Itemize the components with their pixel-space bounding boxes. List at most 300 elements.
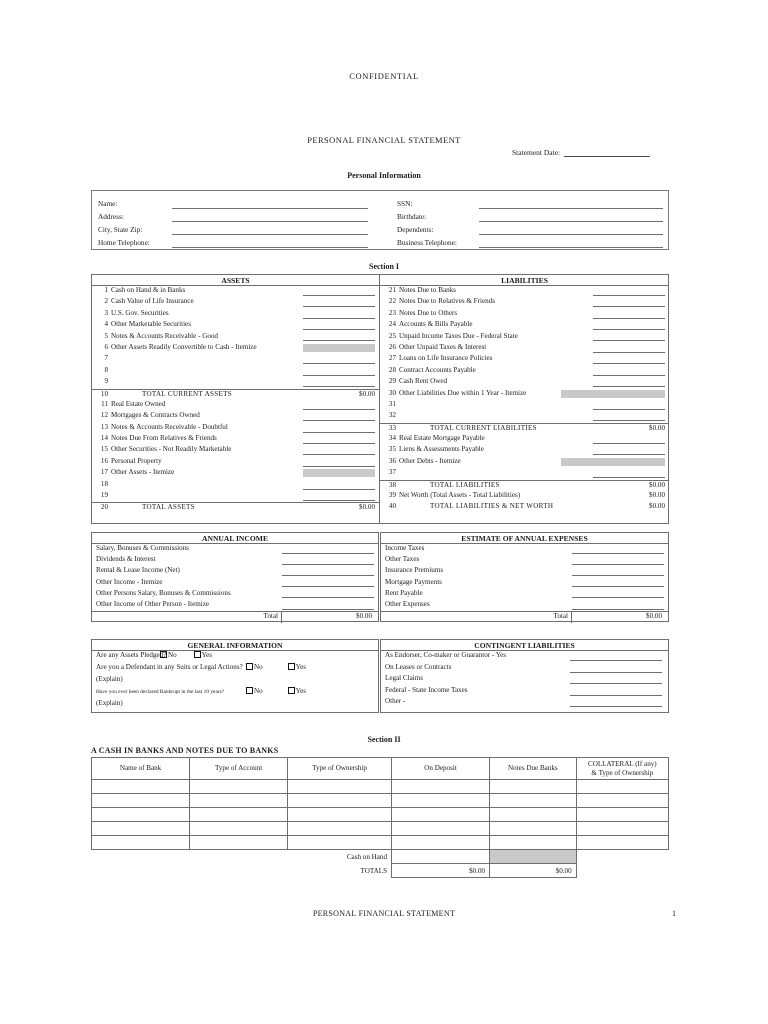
row-number: 36 [388, 456, 396, 465]
general-info-question-1 [92, 651, 378, 663]
general-info-question-2 [92, 663, 378, 675]
row-number: 31 [388, 399, 396, 408]
row-amount-input[interactable] [303, 489, 375, 490]
bank-table-row [92, 780, 669, 794]
amount-row-input[interactable] [282, 609, 374, 610]
financial-row [92, 297, 379, 308]
bank-table-cell[interactable] [576, 822, 668, 836]
amount-row-input[interactable] [572, 564, 664, 565]
general-info-question-3-explain [92, 699, 378, 711]
row-label: TOTAL LIABILITIES & NET WORTH [430, 502, 554, 511]
financial-row [92, 411, 379, 422]
personal-info-input[interactable] [172, 212, 368, 222]
personal-info-label: Name: [98, 199, 118, 208]
bank-table-cell[interactable] [392, 836, 490, 850]
personal-info-row [397, 209, 663, 222]
yes-no-checkbox-group [160, 651, 221, 659]
bank-table-cell[interactable] [576, 808, 668, 822]
row-number: 13 [100, 422, 108, 431]
bank-table-cell[interactable] [288, 836, 392, 850]
bank-table-cell[interactable] [92, 780, 190, 794]
personal-info-label: Dependents: [397, 225, 434, 234]
financial-row [380, 366, 669, 377]
bank-table-cell[interactable] [288, 822, 392, 836]
personal-info-input[interactable] [172, 238, 368, 248]
financial-row [92, 434, 379, 445]
contingent-liability-input[interactable] [570, 706, 662, 707]
bank-table-cell[interactable] [92, 822, 190, 836]
row-label: Personal Property [111, 456, 162, 465]
checkbox-yes-icon[interactable] [288, 663, 295, 670]
checkbox-option-label: Yes [295, 687, 306, 695]
checkbox-option-yes[interactable] [194, 651, 212, 659]
bank-table-row [92, 822, 669, 836]
collateral-header-line-2: & Type of Ownership [591, 768, 654, 777]
row-label: Accounts & Bills Payable [399, 320, 473, 329]
checkbox-option-label: Yes [295, 663, 306, 671]
row-amount-input[interactable] [303, 500, 375, 501]
contingent-liability-label: Federal - State Income Taxes [385, 685, 468, 694]
financial-row [92, 457, 379, 468]
row-number: 28 [388, 365, 396, 374]
row-label: Notes Due From Relatives & Friends [111, 434, 217, 443]
personal-info-input[interactable] [479, 199, 663, 209]
bank-table-column-header: Notes Due Banks [490, 758, 577, 780]
row-label: U.S. Gov. Securities [111, 308, 169, 317]
general-information-rows [92, 651, 378, 711]
checkbox-option-no[interactable] [160, 651, 177, 659]
financial-row [380, 423, 669, 434]
personal-info-row [98, 209, 368, 222]
row-amount-input[interactable] [303, 443, 375, 444]
row-amount-input[interactable] [593, 420, 665, 421]
amount-row-label: Other Income of Other Person - Itemize [96, 599, 210, 608]
row-amount-input[interactable] [593, 443, 665, 444]
row-number: 27 [388, 354, 396, 363]
row-number: 25 [388, 331, 396, 340]
personal-info-row [98, 222, 368, 235]
row-label: Cash Rent Owed [399, 377, 448, 386]
bank-table-cell[interactable] [92, 836, 190, 850]
yes-no-checkbox-group [246, 687, 315, 695]
contingent-liability-row [381, 674, 668, 686]
bank-table-cell[interactable] [190, 822, 288, 836]
bank-table-column-header: On Deposit [392, 758, 490, 780]
amount-row-label: Dividends & Interest [96, 555, 156, 564]
row-number: 15 [100, 445, 108, 454]
contingent-liability-input[interactable] [570, 683, 662, 684]
general-info-question-2-label: Are you a Defendant in any Suits or Legal Actions? [96, 663, 243, 671]
amount-row-label: Rent Payable [385, 588, 423, 597]
financial-row [380, 457, 669, 468]
row-amount-value: $0.00 [649, 491, 665, 500]
bank-table-cell[interactable] [92, 808, 190, 822]
amount-row [381, 578, 668, 589]
amount-row [92, 566, 378, 577]
checkbox-option-label: No [254, 663, 263, 671]
financial-row [380, 286, 669, 297]
row-label: TOTAL LIABILITIES [430, 480, 500, 489]
row-label: Contract Accounts Payable [399, 365, 476, 374]
row-number: 3 [104, 308, 108, 317]
annual-expenses-box [380, 532, 669, 622]
personal-info-input[interactable] [479, 225, 663, 235]
total-separator [571, 611, 572, 623]
checkbox-yes-icon[interactable] [194, 651, 201, 658]
financial-row [380, 445, 669, 456]
row-amount-input[interactable] [593, 409, 665, 410]
row-amount-input[interactable] [303, 318, 375, 319]
row-number: 18 [100, 479, 108, 488]
checkbox-option-no[interactable] [246, 663, 263, 671]
row-number: 21 [388, 286, 396, 294]
row-number: 5 [104, 331, 108, 340]
amount-row-input[interactable] [282, 586, 374, 587]
row-label: Other Assets Readily Convertible to Cash - Itemize [111, 342, 257, 351]
cash-on-hand-deposit-input[interactable] [392, 850, 490, 864]
row-number: 2 [104, 297, 108, 306]
contingent-liability-label: Other - [385, 697, 406, 706]
row-label: Cash on Hand & in Banks [111, 286, 186, 294]
row-amount-input[interactable] [593, 329, 665, 330]
row-amount-input[interactable] [303, 363, 375, 364]
annual-expenses-rows [381, 544, 668, 622]
total-separator [281, 611, 282, 623]
amount-row-label: Salary, Bonuses & Commissions [96, 544, 189, 552]
totals-notes-due-value: $0.00 [490, 864, 577, 878]
contingent-liability-row [381, 663, 668, 675]
row-itemize-shaded-input[interactable] [561, 390, 665, 398]
row-amount-value: $0.00 [649, 480, 665, 489]
confidential-marking: CONFIDENTIAL [349, 71, 419, 81]
financial-row [380, 343, 669, 354]
financial-row [380, 468, 669, 479]
row-amount-input[interactable] [593, 477, 665, 478]
personal-info-row [397, 196, 663, 209]
row-amount-input[interactable] [593, 363, 665, 364]
financial-row [380, 411, 669, 422]
financial-row [380, 297, 669, 308]
financial-row [380, 389, 669, 400]
personal-info-label: Home Telephone: [98, 238, 150, 247]
row-number: 35 [388, 445, 396, 454]
checkbox-option-no[interactable] [246, 687, 263, 695]
row-itemize-shaded-input[interactable] [303, 469, 375, 477]
bank-table-row [92, 794, 669, 808]
row-label: Other Liabilities Due within 1 Year - Itemize [399, 388, 527, 397]
statement-date-label: Statement Date: [512, 148, 561, 157]
general-information-box [91, 639, 379, 713]
general-information-header: GENERAL INFORMATION [92, 640, 378, 651]
bank-table-cell[interactable] [392, 808, 490, 822]
totals-label: TOTALS [360, 866, 388, 875]
bank-table-row [92, 808, 669, 822]
bank-table-header-row [92, 758, 669, 780]
contingent-liability-row [381, 697, 668, 709]
document-title: PERSONAL FINANCIAL STATEMENT [307, 135, 461, 145]
financial-row [380, 354, 669, 365]
financial-row [92, 286, 379, 297]
bank-table-cell[interactable] [490, 780, 577, 794]
row-label: Other Debts - Itemize [399, 456, 461, 465]
general-info-question-3-label: Have you ever been declared Bankrupt in the last 10 years? [96, 689, 225, 695]
row-label: Other Marketable Securities [111, 320, 191, 329]
contingent-liability-label: As Endorser, Co-maker or Guarantor - Yes [385, 651, 507, 659]
financial-row [380, 309, 669, 320]
row-number: 1 [104, 286, 108, 294]
row-number: 22 [388, 297, 396, 306]
annual-expenses-header: ESTIMATE OF ANNUAL EXPENSES [381, 533, 668, 544]
totals-row [92, 864, 669, 878]
bank-table-cell[interactable] [288, 808, 392, 822]
general-info-question-2-explain [92, 675, 378, 687]
total-row [381, 611, 668, 622]
checkbox-option-label: Yes [201, 651, 212, 659]
bank-table-cell[interactable] [190, 780, 288, 794]
row-amount-input[interactable] [303, 340, 375, 341]
amount-row [92, 600, 378, 611]
amount-row-input[interactable] [282, 575, 374, 576]
amount-row-label: Rental & Lease Income (Net) [96, 566, 180, 575]
personal-info-right-column [397, 196, 663, 248]
cash-on-hand-label: Cash on Hand [346, 852, 388, 861]
bank-table-column-header: Type of Ownership [288, 758, 392, 780]
bank-table-cell[interactable] [392, 780, 490, 794]
amount-row-label: Other Taxes [385, 555, 420, 564]
row-label: TOTAL CURRENT LIABILITIES [430, 423, 537, 432]
checkbox-option-yes[interactable] [288, 687, 306, 695]
amount-row [381, 555, 668, 566]
row-number: 20 [100, 503, 108, 512]
amount-row-label: Other Income - Itemize [96, 577, 163, 586]
row-label: Unpaid Income Taxes Due - Federal State [399, 331, 518, 340]
statement-date-field[interactable] [512, 148, 650, 157]
amount-row-input[interactable] [572, 597, 664, 598]
contingent-liability-row [381, 686, 668, 698]
personal-info-input[interactable] [479, 238, 663, 248]
personal-info-label: SSN: [397, 199, 413, 208]
personal-info-row [98, 235, 368, 248]
amount-row-input[interactable] [282, 553, 374, 554]
financial-row [92, 377, 379, 388]
bank-table-column-header [576, 758, 668, 780]
personal-info-label: Business Telephone: [397, 238, 457, 247]
row-amount-input[interactable] [303, 466, 375, 467]
contingent-liability-row [381, 651, 668, 663]
amount-row [381, 566, 668, 577]
row-amount-input[interactable] [593, 375, 665, 376]
row-number: 19 [100, 491, 108, 500]
amount-row [92, 589, 378, 600]
cash-on-hand-row [92, 850, 669, 864]
amount-row-input[interactable] [572, 609, 664, 610]
assets-liabilities-box [91, 274, 669, 524]
row-amount-input[interactable] [303, 386, 375, 387]
row-number: 6 [104, 342, 108, 351]
contingent-liabilities-rows [381, 651, 668, 709]
bank-table-cell[interactable] [190, 808, 288, 822]
row-amount-input[interactable] [593, 295, 665, 296]
financial-row [92, 309, 379, 320]
row-amount-input[interactable] [593, 386, 665, 387]
total-label: Total [263, 612, 278, 621]
row-amount-input[interactable] [593, 306, 665, 307]
personal-info-input[interactable] [479, 212, 663, 222]
checkbox-no-icon[interactable] [246, 687, 253, 694]
bank-table-cell[interactable] [392, 794, 490, 808]
amount-row [92, 544, 378, 555]
amount-row [381, 589, 668, 600]
contingent-liability-input[interactable] [570, 672, 662, 673]
personal-info-label: Address: [98, 212, 124, 221]
cash-on-hand-notes-disabled [490, 850, 577, 864]
totals-collateral-blank [576, 864, 668, 878]
amount-row-input[interactable] [282, 597, 374, 598]
amount-row-label: Income Taxes [385, 544, 425, 552]
row-amount-input[interactable] [303, 329, 375, 330]
row-number: 8 [104, 365, 108, 374]
bank-table-cell[interactable] [490, 822, 577, 836]
bank-table-cell[interactable] [576, 780, 668, 794]
amount-row [381, 600, 668, 611]
general-info-explain-label: (Explain) [96, 699, 123, 707]
financial-row [92, 468, 379, 479]
row-amount-input[interactable] [303, 306, 375, 307]
row-amount-value: $0.00 [649, 502, 665, 511]
checkbox-no-icon[interactable] [246, 663, 253, 670]
financial-row [380, 434, 669, 445]
row-number: 38 [388, 480, 396, 489]
row-itemize-shaded-input[interactable] [561, 458, 665, 466]
amount-row-label: Other Persons Salary, Bonuses & Commissions [96, 588, 231, 597]
personal-info-row [98, 196, 368, 209]
financial-row [92, 502, 379, 513]
row-label: Net Worth (Total Assets - Total Liabilities) [399, 491, 521, 500]
general-info-question-3 [92, 687, 378, 699]
annual-income-box [91, 532, 379, 622]
financial-row [380, 320, 669, 331]
totals-on-deposit-value: $0.00 [392, 864, 490, 878]
row-number: 9 [104, 377, 108, 386]
section-one-heading: Section I [369, 262, 399, 271]
cash-on-hand-collateral-blank [576, 850, 668, 864]
amount-row [381, 544, 668, 555]
row-amount-input[interactable] [593, 318, 665, 319]
total-row [92, 611, 378, 622]
row-number: 12 [100, 411, 108, 420]
bank-table-cell[interactable] [576, 836, 668, 850]
row-label: Notes Due to Banks [399, 286, 456, 294]
contingent-liability-input[interactable] [570, 695, 662, 696]
personal-info-input[interactable] [172, 199, 368, 209]
row-amount-input[interactable] [303, 454, 375, 455]
row-amount-input[interactable] [303, 432, 375, 433]
row-label: Mortgages & Contracts Owned [111, 411, 200, 420]
section-two-subheading: A CASH IN BANKS AND NOTES DUE TO BANKS [91, 746, 279, 755]
row-number: 29 [388, 377, 396, 386]
bank-table-cell[interactable] [190, 836, 288, 850]
row-number: 14 [100, 434, 108, 443]
amount-row-input[interactable] [572, 575, 664, 576]
amount-row-input[interactable] [282, 564, 374, 565]
financial-row [92, 400, 379, 411]
contingent-liabilities-box [380, 639, 669, 713]
checkbox-option-label: No [254, 687, 263, 695]
row-number: 33 [388, 423, 396, 432]
bank-table-body [92, 780, 669, 878]
row-amount-input[interactable] [593, 352, 665, 353]
personal-info-input[interactable] [172, 225, 368, 235]
row-amount-input[interactable] [593, 454, 665, 455]
personal-information-title: Personal Information [347, 171, 421, 180]
row-amount-input[interactable] [303, 295, 375, 296]
bank-table-cell[interactable] [392, 822, 490, 836]
row-number: 32 [388, 411, 396, 420]
financial-row [380, 480, 669, 491]
row-label: Other Assets - Itemize [111, 468, 175, 477]
row-number: 37 [388, 468, 396, 477]
financial-row [92, 343, 379, 354]
general-info-explain-label: (Explain) [96, 675, 123, 683]
row-amount-input[interactable] [593, 340, 665, 341]
collateral-header-line-1: COLLATERAL (If any) [587, 760, 657, 768]
personal-info-row [397, 235, 663, 248]
row-label: Notes Due to Others [399, 308, 458, 317]
statement-date-input[interactable] [564, 148, 650, 157]
financial-row [92, 480, 379, 491]
financial-row [380, 502, 669, 513]
row-amount-input[interactable] [303, 375, 375, 376]
total-label: Total [553, 612, 568, 621]
row-amount-input[interactable] [303, 409, 375, 410]
bank-table-cell[interactable] [490, 836, 577, 850]
amount-row-input[interactable] [572, 553, 664, 554]
bank-table-cell[interactable] [288, 794, 392, 808]
row-label: Real Estate Mortgage Payable [399, 434, 485, 443]
bank-table-cell[interactable] [490, 808, 577, 822]
bank-table-cell[interactable] [576, 794, 668, 808]
bank-table-cell[interactable] [190, 794, 288, 808]
cash-in-banks-table [91, 757, 669, 878]
bank-table-cell[interactable] [490, 794, 577, 808]
section-two-heading: Section II [367, 735, 401, 744]
row-number: 24 [388, 320, 396, 329]
footer-page-number: 1 [672, 909, 676, 918]
bank-table-cell[interactable] [92, 794, 190, 808]
total-value: $0.00 [356, 612, 372, 621]
bank-table-cell[interactable] [288, 780, 392, 794]
bank-table-row [92, 836, 669, 850]
contingent-liability-label: On Leases or Contracts [385, 662, 452, 671]
liabilities-rows [380, 286, 669, 524]
row-label: Notes Due to Relatives & Friends [399, 297, 495, 306]
checkbox-yes-icon[interactable] [288, 687, 295, 694]
financial-row [380, 400, 669, 411]
row-label: Liens & Assessments Payable [399, 445, 484, 454]
bank-table-column-header: Type of Account [190, 758, 288, 780]
financial-row [380, 491, 669, 502]
amount-row-input[interactable] [572, 586, 664, 587]
general-info-question-1-label: Are any Assets Pledged? [96, 651, 167, 659]
checkbox-no-icon[interactable] [160, 651, 167, 658]
yes-no-checkbox-group [246, 663, 315, 671]
personal-info-label: City, State Zip: [98, 225, 143, 234]
row-itemize-shaded-input[interactable] [303, 344, 375, 352]
contingent-liability-input[interactable] [570, 660, 662, 661]
checkbox-option-yes[interactable] [288, 663, 306, 671]
row-label: Notes & Accounts Receivable - Good [111, 331, 218, 340]
row-amount-input[interactable] [303, 420, 375, 421]
